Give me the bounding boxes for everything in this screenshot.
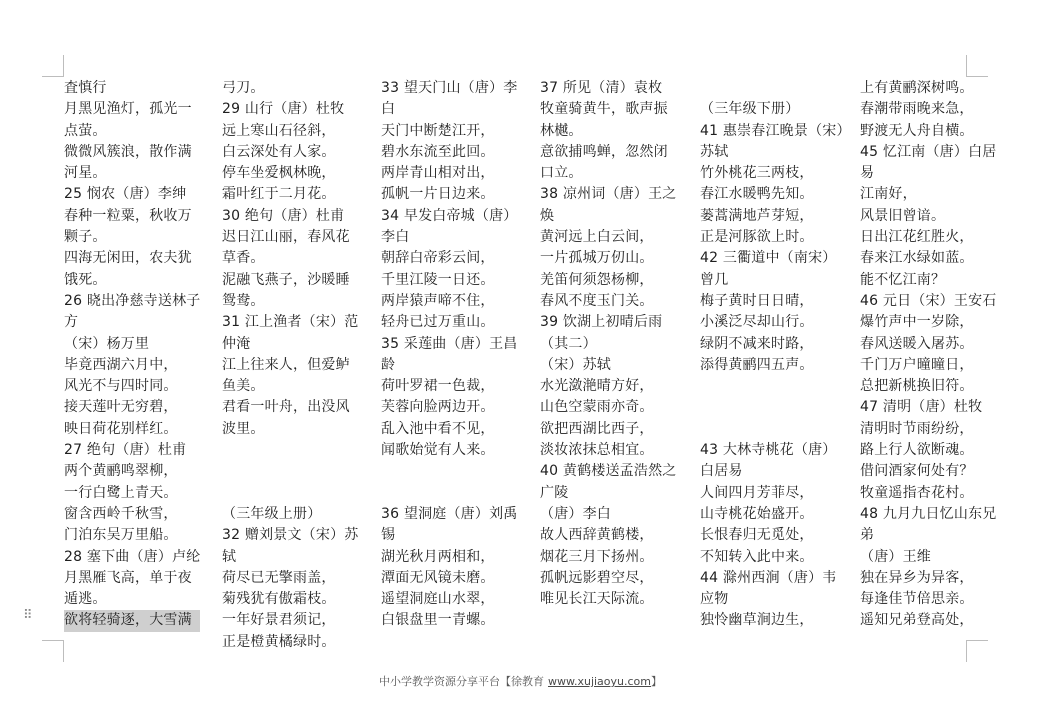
text-line: 45 忆江南（唐）白居 (860, 143, 997, 160)
text-line (381, 461, 517, 482)
text-line: 迟日江山丽，春风花 (222, 229, 350, 246)
text-line: 芙蓉向脸两边开。 (381, 399, 495, 416)
text-line: 白居易 (700, 463, 743, 480)
text-line: 黄河远上白云间， (540, 229, 654, 246)
text-line: 千里江陵一日还。 (381, 271, 495, 288)
text-line (700, 78, 836, 99)
text-line: 39 饮湖上初晴后雨 (540, 314, 663, 331)
text-line: 42 三衢道中（南宋） (700, 250, 837, 267)
text-line: 霜叶红于二月花。 (222, 186, 336, 203)
text-line: 竹外桃花三两枝， (700, 165, 814, 182)
text-line: 独在异乡为异客， (860, 569, 974, 586)
text-line: 清明时节雨纷纷， (860, 420, 974, 437)
drag-handle-icon[interactable]: ⠿ (23, 608, 32, 623)
text-line: 四海无闲田，农夫犹 (64, 250, 192, 267)
text-line: 意欲捕鸣蝉，忽然闭 (540, 143, 668, 160)
text-column-2 (222, 78, 358, 653)
text-line: 33 望天门山（唐）李 (381, 80, 518, 96)
text-line: 41 惠崇春江晚景（宋） (700, 122, 851, 139)
crop-mark (966, 76, 988, 77)
text-line: 苏轼 (700, 143, 729, 160)
text-line: 江上往来人，但爱鲈 (222, 356, 350, 373)
text-line: 鱼美。 (222, 378, 265, 395)
text-line: 独怜幽草涧边生， (700, 612, 814, 629)
text-line: 草香。 (222, 250, 265, 267)
text-line: 潭面无风镜未磨。 (381, 569, 495, 586)
text-line: 每逢佳节倍思亲。 (860, 591, 974, 608)
text-line (700, 376, 836, 397)
text-line: 两个黄鹂鸣翠柳， (64, 463, 178, 480)
text-line: 焕 (540, 207, 555, 224)
page-footer (0, 673, 1041, 689)
text-line (381, 483, 517, 504)
crop-mark (42, 640, 64, 641)
crop-mark (42, 76, 64, 77)
text-line: 蒌蒿满地芦芽短， (700, 207, 814, 224)
text-line: 爆竹声中一岁除， (860, 314, 974, 331)
text-line: 44 滁州西涧（唐）韦 (700, 569, 837, 586)
text-line: 仲淹 (222, 335, 251, 352)
text-line: 两岸猿声啼不住， (381, 292, 495, 309)
text-line: 李白 (381, 229, 410, 246)
text-line: 梅子黄时日日晴， (700, 292, 814, 309)
text-line: 总把新桃换旧符。 (860, 378, 974, 395)
text-line: 唯见长江天际流。 (540, 591, 654, 608)
text-line: 31 江上渔者（宋）范 (222, 314, 359, 331)
text-line: 锡 (381, 527, 396, 544)
text-line: 接天莲叶无穷碧， (64, 399, 178, 416)
text-line: 轻舟已过万重山。 (381, 314, 495, 331)
text-line: 君看一叶舟，出没风 (222, 399, 350, 416)
text-line: 37 所见（清）袁枚 (540, 80, 663, 96)
text-line: 正是橙黄橘绿时。 (222, 633, 336, 650)
text-line: 38 凉州词（唐）王之 (540, 186, 677, 203)
text-line: 江南好， (860, 186, 917, 203)
text-line: 长恨春归无觅处， (700, 527, 814, 544)
text-line: 羌笛何须怨杨柳， (540, 271, 654, 288)
text-line (222, 461, 358, 482)
text-line: 43 大林寺桃花（唐） (700, 442, 837, 459)
text-line: 欲将轻骑逐，大雪满 (64, 610, 200, 631)
text-line: （唐）王维 (860, 548, 931, 565)
text-line: 34 早发白帝城（唐） (381, 207, 518, 224)
crop-mark (63, 640, 64, 662)
text-line: 天门中断楚江开， (381, 122, 495, 139)
text-line: 千门万户曈曈日， (860, 356, 974, 373)
text-line: 春潮带雨晚来急， (860, 101, 974, 118)
text-line: 40 黄鹤楼送孟浩然之 (540, 463, 677, 480)
text-line: 应物 (700, 591, 729, 608)
text-line: 林樾。 (540, 122, 583, 139)
text-line: （宋）杨万里 (64, 335, 150, 352)
text-line: 日出江花红胜火， (860, 229, 974, 246)
text-line: 人间四月芳菲尽， (700, 484, 814, 501)
text-line: 风光不与四时同。 (64, 378, 178, 395)
text-line: 一年好景君须记， (222, 612, 336, 629)
text-line: 弓刀。 (222, 80, 265, 96)
text-line: 故人西辞黄鹤楼， (540, 527, 654, 544)
text-line: 广陵 (540, 484, 569, 501)
text-line: 易 (860, 165, 875, 182)
text-line: 32 赠刘景文（宋）苏 (222, 527, 359, 544)
text-line: 春来江水绿如蓝。 (860, 250, 974, 267)
text-column-1 (64, 78, 200, 632)
footer-text: 中小学教学资源分享平台【徐教育 (378, 675, 544, 688)
footer-close: 】 (651, 675, 662, 688)
text-line: 微微风簇浪，散作满 (64, 143, 192, 160)
text-column-6 (860, 78, 996, 632)
text-line: 山色空蒙雨亦奇。 (540, 399, 654, 416)
footer-url[interactable]: www.xujiaoyu.com (547, 675, 651, 688)
text-line: （唐）李白 (540, 505, 611, 522)
text-line: 曾几 (700, 271, 729, 288)
text-line: 远上寒山石径斜， (222, 122, 336, 139)
text-line: 颗子。 (64, 229, 107, 246)
text-line: 春江水暖鸭先知。 (700, 186, 814, 203)
text-line: 口立。 (540, 165, 583, 182)
text-line: 28 塞下曲（唐）卢纶 (64, 548, 201, 565)
text-line: 白银盘里一青螺。 (381, 612, 495, 629)
text-line: 荷尽已无擎雨盖， (222, 569, 336, 586)
text-line: 能不忆江南？ (860, 271, 946, 288)
text-line: 春风送暖入屠苏。 (860, 335, 974, 352)
text-line: 龄 (381, 356, 396, 373)
text-line (222, 440, 358, 461)
text-line: （其二） (540, 335, 597, 352)
text-line: 绿阴不减来时路， (700, 335, 814, 352)
text-line: 26 晓出净慈寺送林子 (64, 292, 201, 309)
text-line: 弟 (860, 527, 875, 544)
text-line: 闻歌始觉有人来。 (381, 442, 495, 459)
text-line: 菊残犹有傲霜枝。 (222, 591, 336, 608)
text-line: 上有黄鹂深树鸣。 (860, 80, 974, 96)
text-line: 饿死。 (64, 271, 107, 288)
text-line: 映日荷花别样红。 (64, 420, 178, 437)
text-line: 朝辞白帝彩云间， (381, 250, 495, 267)
text-line: 牧童骑黄牛，歌声振 (540, 101, 668, 118)
text-line: 48 九月九日忆山东兄 (860, 505, 997, 522)
text-line: 轼 (222, 548, 237, 565)
text-line: 月黑见渔灯，孤光一 (64, 101, 192, 118)
text-line: 泥融飞燕子，沙暖睡 (222, 271, 350, 288)
text-line: 水光潋滟晴方好， (540, 378, 654, 395)
text-line: 査慎行 (64, 80, 107, 96)
text-line: （宋）苏轼 (540, 356, 611, 373)
crop-mark (966, 640, 988, 641)
text-line: 烟花三月下扬州。 (540, 548, 654, 565)
text-column-5 (700, 78, 851, 632)
text-line: 29 山行（唐）杜牧 (222, 101, 345, 118)
text-line: 不知转入此中来。 (700, 548, 814, 565)
crop-mark (63, 55, 64, 77)
text-line: 27 绝句（唐）杜甫 (64, 442, 187, 459)
text-line: 山寺桃花始盛开。 (700, 505, 814, 522)
text-line: 遥望洞庭山水翠， (381, 591, 495, 608)
text-line: 一片孤城万仞山。 (540, 250, 654, 267)
text-line: 荷叶罗裙一色裁， (381, 378, 495, 395)
text-line: 乱入池中看不见， (381, 420, 495, 437)
text-line: 小溪泛尽却山行。 (700, 314, 814, 331)
text-line: 淡妆浓抹总相宜。 (540, 442, 654, 459)
text-line: （三年级上册） (222, 505, 322, 522)
text-line: 孤帆一片日边来。 (381, 186, 495, 203)
text-line: 风景旧曾谙。 (860, 207, 946, 224)
text-line: 36 望洞庭（唐）刘禹 (381, 505, 518, 522)
text-line: 白 (381, 101, 396, 118)
text-line: 毕竟西湖六月中， (64, 356, 178, 373)
text-line: 波里。 (222, 420, 265, 437)
text-line: 河星。 (64, 165, 107, 182)
text-line: 门泊东吴万里船。 (64, 527, 178, 544)
text-line: 46 元日（宋）王安石 (860, 292, 997, 309)
text-line: 孤帆远影碧空尽， (540, 569, 654, 586)
text-line: 白云深处有人家。 (222, 143, 336, 160)
text-line: 窗含西岭千秋雪， (64, 505, 178, 522)
text-line: 路上行人欲断魂。 (860, 442, 974, 459)
text-line: 遁逃。 (64, 591, 107, 608)
text-line (700, 397, 836, 418)
text-line: 正是河豚欲上时。 (700, 229, 814, 246)
text-line (222, 483, 358, 504)
text-line: 方 (64, 314, 79, 331)
text-line: 遥知兄弟登高处， (860, 612, 974, 629)
text-line: 月黑雁飞高，单于夜 (64, 569, 192, 586)
text-line: 点萤。 (64, 122, 107, 139)
text-line (700, 419, 836, 440)
text-line: 停车坐爱枫林晚， (222, 165, 336, 182)
text-line: 25 悯农（唐）李绅 (64, 186, 187, 203)
crop-mark (966, 55, 967, 77)
text-line: 47 清明（唐）杜牧 (860, 399, 983, 416)
crop-mark (966, 640, 967, 662)
text-line: 添得黄鹂四五声。 (700, 356, 814, 373)
text-column-4 (540, 78, 676, 610)
text-line: 春风不度玉门关。 (540, 292, 654, 309)
text-line: 春种一粒粟，秋收万 (64, 207, 192, 224)
text-line: 35 采莲曲（唐）王昌 (381, 335, 518, 352)
text-line: 30 绝句（唐）杜甫 (222, 207, 345, 224)
text-line: 鸳鸯。 (222, 292, 265, 309)
text-line: （三年级下册） (700, 101, 800, 118)
text-line: 借问酒家何处有？ (860, 463, 974, 480)
text-line: 湖光秋月两相和， (381, 548, 495, 565)
text-column-3 (381, 78, 517, 632)
text-line: 野渡无人舟自横。 (860, 122, 974, 139)
text-line: 碧水东流至此回。 (381, 143, 495, 160)
text-line: 两岸青山相对出， (381, 165, 495, 182)
text-line: 牧童遥指杏花村。 (860, 484, 974, 501)
text-line: 一行白鹭上青天。 (64, 484, 178, 501)
text-line: 欲把西湖比西子， (540, 420, 654, 437)
